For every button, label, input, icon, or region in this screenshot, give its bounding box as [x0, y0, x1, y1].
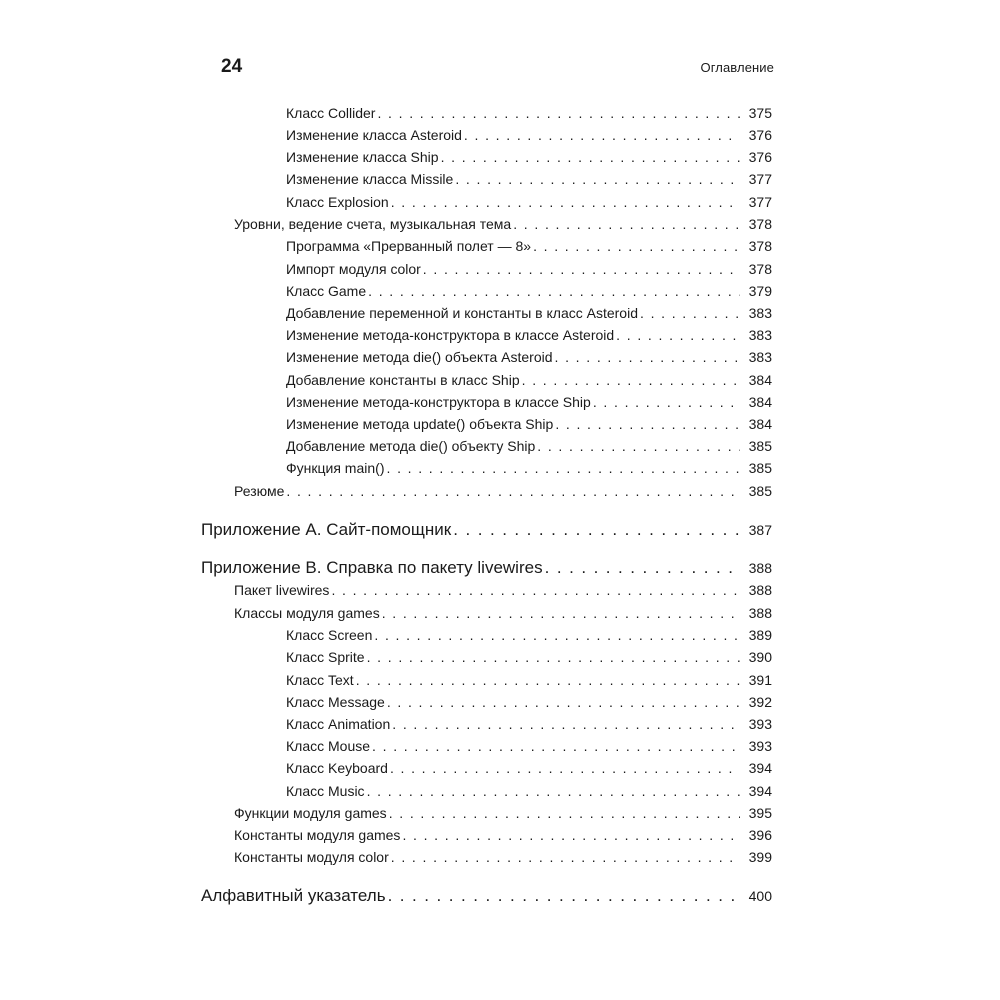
dot-leader: [453, 517, 740, 543]
toc-entry-page: 385: [748, 483, 772, 499]
toc-entry-page: 390: [748, 649, 772, 665]
dot-leader: [402, 824, 740, 846]
toc-entry-page: 393: [748, 716, 772, 732]
toc-entry-page: 384: [748, 394, 772, 410]
toc-entry-page: 383: [748, 349, 772, 365]
toc-entry-title: Класс Mouse: [286, 738, 371, 754]
dot-leader: [390, 757, 740, 779]
toc-entry: [234, 824, 772, 846]
toc-entry: [286, 346, 772, 368]
toc-entry: [286, 691, 772, 713]
dot-leader: [382, 602, 740, 624]
toc-entry-title: Функции модуля games: [234, 805, 387, 821]
toc-entry-page: 379: [748, 283, 772, 299]
dot-leader: [593, 391, 740, 413]
toc-entry-title: Изменение метода-конструктора в классе Ship: [286, 394, 591, 410]
toc-entry-page: 376: [748, 149, 772, 165]
dot-leader: [537, 435, 740, 457]
toc-entry: [234, 213, 772, 235]
toc-entry-page: 385: [748, 438, 772, 454]
toc-entry-page: 391: [748, 672, 772, 688]
toc-entry: [201, 883, 772, 909]
toc-entry: [234, 602, 772, 624]
dot-leader: [640, 302, 740, 324]
toc-entry-title: Резюме: [234, 483, 285, 499]
toc-entry-page: 388: [748, 605, 772, 621]
toc-entry: [286, 780, 772, 802]
toc-entry-page: 377: [748, 194, 772, 210]
toc-entry-page: 400: [748, 888, 772, 904]
toc-entry-title: Программа «Прерванный полет — 8»: [286, 238, 532, 254]
toc-entry: [286, 280, 772, 302]
toc-entry-title: Приложение В. Справка по пакету livewires: [201, 558, 543, 577]
toc-entry-title: Добавление константы в класс Ship: [286, 372, 520, 388]
dot-leader: [545, 555, 740, 581]
dot-leader: [391, 846, 740, 868]
dot-leader: [386, 457, 740, 479]
toc-entry-title: Класс Animation: [286, 716, 391, 732]
toc-entry-title: Класс Music: [286, 783, 365, 799]
toc-entry-title: Класс Keyboard: [286, 760, 388, 776]
toc-entry: [286, 302, 772, 324]
toc-entry: [201, 517, 772, 543]
dot-leader: [513, 213, 740, 235]
toc-entry: [286, 146, 772, 168]
toc-entry: [286, 102, 772, 124]
toc-entry-page: 378: [748, 216, 772, 232]
dot-leader: [331, 579, 740, 601]
toc-entry-title: Добавление метода die() объекту Ship: [286, 438, 536, 454]
toc-entry-page: 394: [748, 783, 772, 799]
toc-entry: [286, 624, 772, 646]
toc-entry: [286, 191, 772, 213]
dot-leader: [389, 802, 740, 824]
toc-entry: [286, 124, 772, 146]
toc-entry-title: Импорт модуля color: [286, 261, 421, 277]
toc-entry: [286, 235, 772, 257]
toc-entry-title: Функция main(): [286, 460, 385, 476]
toc-entry: [286, 324, 772, 346]
toc-entry-page: 384: [748, 416, 772, 432]
dot-leader: [555, 346, 740, 368]
toc-entry-title: Изменение класса Asteroid: [286, 127, 462, 143]
toc-entry: [286, 413, 772, 435]
dot-leader: [372, 735, 740, 757]
toc-entry-page: 378: [748, 238, 772, 254]
toc-entry-title: Класс Message: [286, 694, 385, 710]
toc-entry-title: Изменение метода die() объекта Asteroid: [286, 349, 553, 365]
dot-leader: [441, 146, 740, 168]
toc-entry-title: Алфавитный указатель: [201, 886, 386, 905]
dot-leader: [356, 669, 740, 691]
toc-entry-title: Приложение А. Сайт-помощник: [201, 520, 452, 539]
dot-leader: [616, 324, 740, 346]
toc-entry-page: 378: [748, 261, 772, 277]
dot-leader: [533, 235, 740, 257]
toc-entry-page: 385: [748, 460, 772, 476]
toc-entry: [286, 713, 772, 735]
dot-leader: [391, 191, 740, 213]
toc-entry-page: 399: [748, 849, 772, 865]
toc-entry: [286, 735, 772, 757]
toc-entry: [234, 846, 772, 868]
toc-entry: [201, 555, 772, 581]
dot-leader: [392, 713, 740, 735]
toc-entry: [286, 757, 772, 779]
toc-entry-title: Добавление переменной и константы в класс Asteroid: [286, 305, 638, 321]
toc-entry-page: 396: [748, 827, 772, 843]
toc-entry-title: Изменение класса Ship: [286, 149, 439, 165]
toc-entry: [286, 457, 772, 479]
toc-entry-title: Класс Collider: [286, 105, 376, 121]
toc-entry-title: Класс Sprite: [286, 649, 365, 665]
toc-entry: [286, 369, 772, 391]
toc-entry-page: 392: [748, 694, 772, 710]
toc-entry: [234, 480, 772, 502]
toc-entry-page: 388: [748, 560, 772, 576]
toc-entry-page: 384: [748, 372, 772, 388]
toc-entry-page: 375: [748, 105, 772, 121]
toc-entry: [286, 435, 772, 457]
toc-entry-title: Константы модуля games: [234, 827, 401, 843]
toc-entry-page: 389: [748, 627, 772, 643]
dot-leader: [377, 102, 740, 124]
dot-leader: [387, 691, 740, 713]
toc-entry: [286, 391, 772, 413]
toc-entry-title: Классы модуля games: [234, 605, 380, 621]
toc-entry-page: 383: [748, 305, 772, 321]
toc-entry-page: 383: [748, 327, 772, 343]
dot-leader: [464, 124, 740, 146]
dot-leader: [367, 780, 740, 802]
toc-entry: [286, 258, 772, 280]
toc-entry-title: Изменение класса Missile: [286, 171, 454, 187]
toc-entry-title: Изменение метода update() объекта Ship: [286, 416, 554, 432]
toc-entry-page: 394: [748, 760, 772, 776]
dot-leader: [423, 258, 740, 280]
dot-leader: [374, 624, 740, 646]
dot-leader: [367, 646, 740, 668]
toc-entry-title: Класс Text: [286, 672, 354, 688]
toc-entry: [286, 669, 772, 691]
page-number: 24: [221, 56, 243, 77]
toc-entry-title: Класс Screen: [286, 627, 373, 643]
toc-entry-page: 395: [748, 805, 772, 821]
dot-leader: [368, 280, 740, 302]
toc-entry-page: 376: [748, 127, 772, 143]
toc-entry-page: 393: [748, 738, 772, 754]
toc-entry-title: Изменение метода-конструктора в классе Asteroid: [286, 327, 615, 343]
toc-entry-page: 387: [748, 522, 772, 538]
dot-leader: [455, 168, 740, 190]
running-head: Оглавление: [700, 60, 774, 75]
toc-entry: [234, 802, 772, 824]
toc-entry-title: Уровни, ведение счета, музыкальная тема: [234, 216, 512, 232]
toc-entry-title: Класс Explosion: [286, 194, 389, 210]
dot-leader: [522, 369, 740, 391]
toc-entry-title: Константы модуля color: [234, 849, 389, 865]
dot-leader: [286, 480, 740, 502]
dot-leader: [388, 883, 740, 909]
toc-entry: [234, 579, 772, 601]
toc-entry: [286, 646, 772, 668]
toc-entry: [286, 168, 772, 190]
toc-entry-page: 377: [748, 171, 772, 187]
toc-entry-page: 388: [748, 582, 772, 598]
dot-leader: [555, 413, 740, 435]
toc-entry-title: Пакет livewires: [234, 582, 330, 598]
toc-entry-title: Класс Game: [286, 283, 367, 299]
